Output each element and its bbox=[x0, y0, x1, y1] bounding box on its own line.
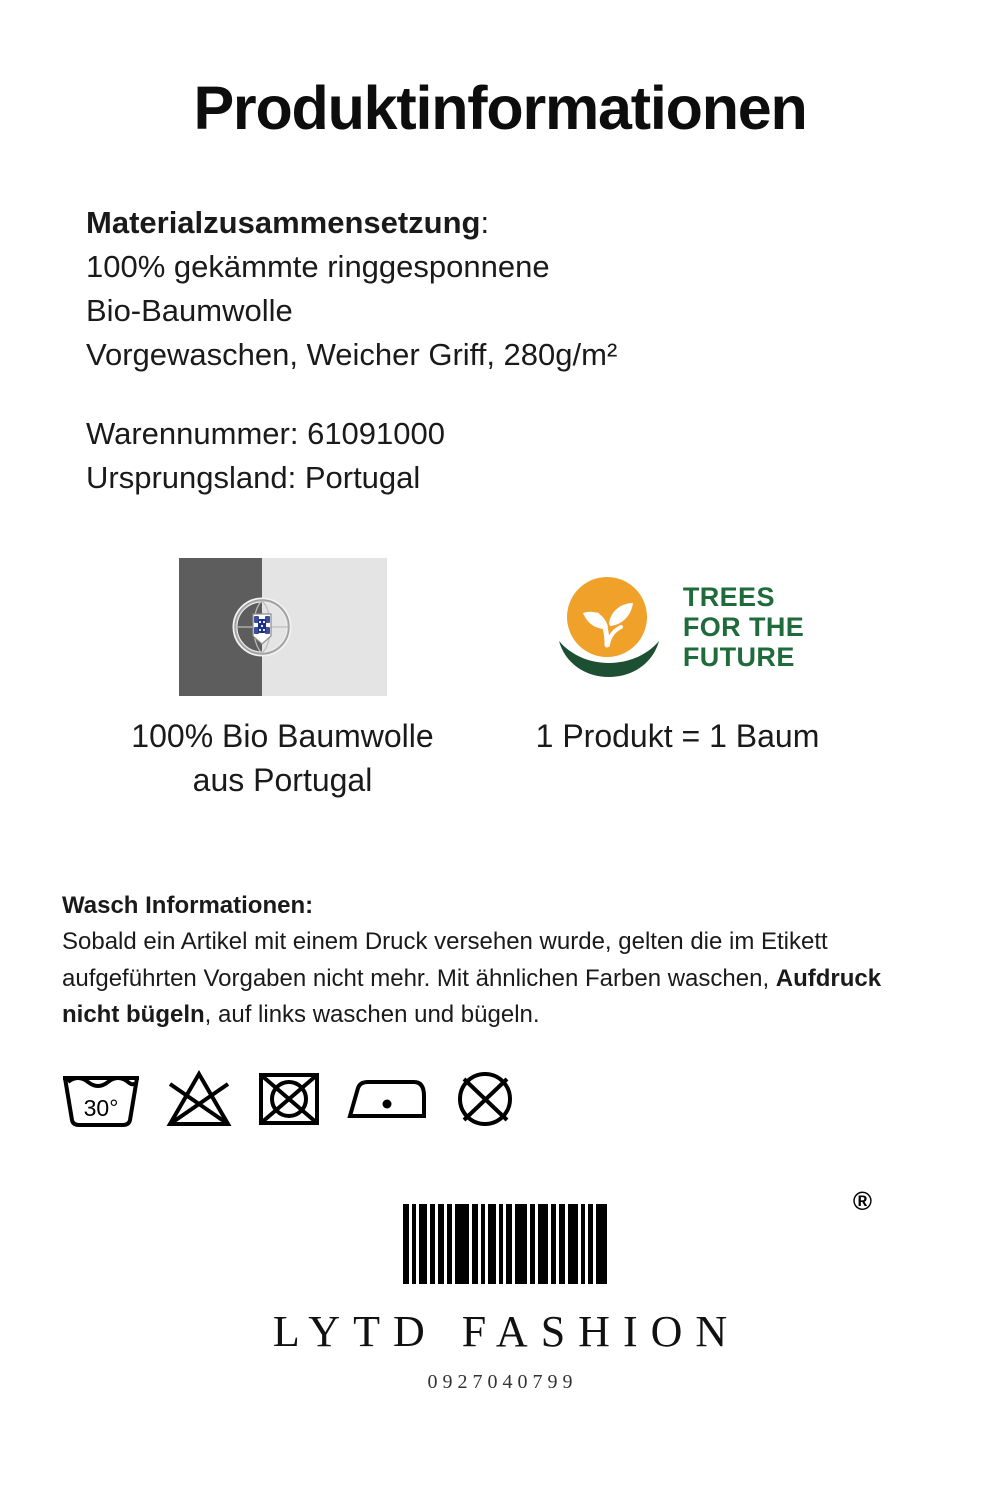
wash-text-bold: Aufdruck nicht bügeln bbox=[62, 964, 882, 1029]
do-not-tumble-dry-icon bbox=[256, 1068, 322, 1130]
badge-caption-tree bbox=[480, 714, 875, 758]
badge-caption-organic-line1: 100% Bio Baumwolle bbox=[131, 718, 434, 755]
wash-text-part1: Sobald ein Artikel mit einem Druck versehen wurde, gelten die im Etikett aufgeführten Vorgaben nicht mehr. Mit ähnlichen Farben waschen, bbox=[62, 928, 828, 992]
tfl-line-1: TREES bbox=[682, 581, 775, 612]
commodity-number-line: Warennummer: 61091000 bbox=[86, 416, 445, 452]
flag-wrapper bbox=[85, 558, 480, 696]
material-heading-label: Materialzusammensetzung bbox=[86, 205, 481, 240]
tfl-line-2: FOR THE bbox=[682, 611, 805, 642]
brand-block bbox=[0, 1185, 1000, 1394]
material-line-1: 100% gekämmte ringgesponnene bbox=[86, 249, 550, 285]
trees-for-the-future-logo bbox=[480, 558, 875, 696]
badge-caption-organic bbox=[85, 714, 480, 802]
badge-caption-tree-line1: 1 Produkt = 1 Baum bbox=[535, 718, 820, 755]
barcode-bar bbox=[596, 1204, 607, 1284]
barcode bbox=[0, 1204, 1000, 1284]
brand-digits: 0927040799 bbox=[427, 1370, 578, 1393]
barcode-bar bbox=[515, 1204, 527, 1284]
barcode-bar bbox=[568, 1204, 578, 1284]
material-heading bbox=[86, 201, 940, 245]
do-not-dry-clean-icon bbox=[452, 1068, 518, 1130]
wash-text-part2: , auf links waschen und bügeln. bbox=[204, 1001, 540, 1029]
tfl-line-3: FUTURE bbox=[682, 642, 795, 673]
spacer bbox=[86, 377, 940, 412]
wash-information-section bbox=[0, 892, 1000, 1033]
portugal-coat-of-arms-icon bbox=[231, 596, 293, 658]
badge-caption-organic-line2: aus Portugal bbox=[192, 762, 373, 799]
portugal-flag-icon bbox=[179, 558, 387, 696]
badges-row bbox=[0, 558, 1000, 802]
material-line-2: Bio-Baumwolle bbox=[86, 293, 293, 329]
page-title: Produktinformationen bbox=[193, 74, 807, 142]
barcode-bar bbox=[419, 1204, 427, 1284]
registered-trademark-icon: ® bbox=[852, 1185, 872, 1216]
barcode-bar bbox=[455, 1204, 469, 1284]
material-composition-section bbox=[0, 201, 1000, 500]
wash-information-heading: Wasch Informationen: bbox=[62, 892, 314, 920]
barcode-bar bbox=[538, 1204, 548, 1284]
trees-for-the-future-wordmark bbox=[683, 582, 804, 673]
wash-temperature-label: 30° bbox=[83, 1094, 119, 1121]
badge-organic-cotton-portugal bbox=[85, 558, 480, 802]
wash-information-text bbox=[62, 924, 938, 1033]
material-line-3: Vorgewaschen, Weicher Griff, 280g/m² bbox=[86, 337, 618, 373]
tree-in-hand-icon bbox=[551, 571, 669, 683]
badge-one-product-one-tree bbox=[480, 558, 875, 758]
do-not-bleach-icon bbox=[164, 1068, 234, 1130]
wash-30-degrees-icon bbox=[60, 1068, 142, 1130]
material-heading-colon: : bbox=[480, 205, 490, 240]
brand-name: LYTD FASHION bbox=[272, 1306, 741, 1356]
care-symbols-row bbox=[0, 1068, 1000, 1130]
barcode-bar bbox=[488, 1204, 496, 1284]
iron-low-temperature-icon bbox=[344, 1068, 430, 1130]
country-of-origin-line: Ursprungsland: Portugal bbox=[86, 460, 421, 496]
